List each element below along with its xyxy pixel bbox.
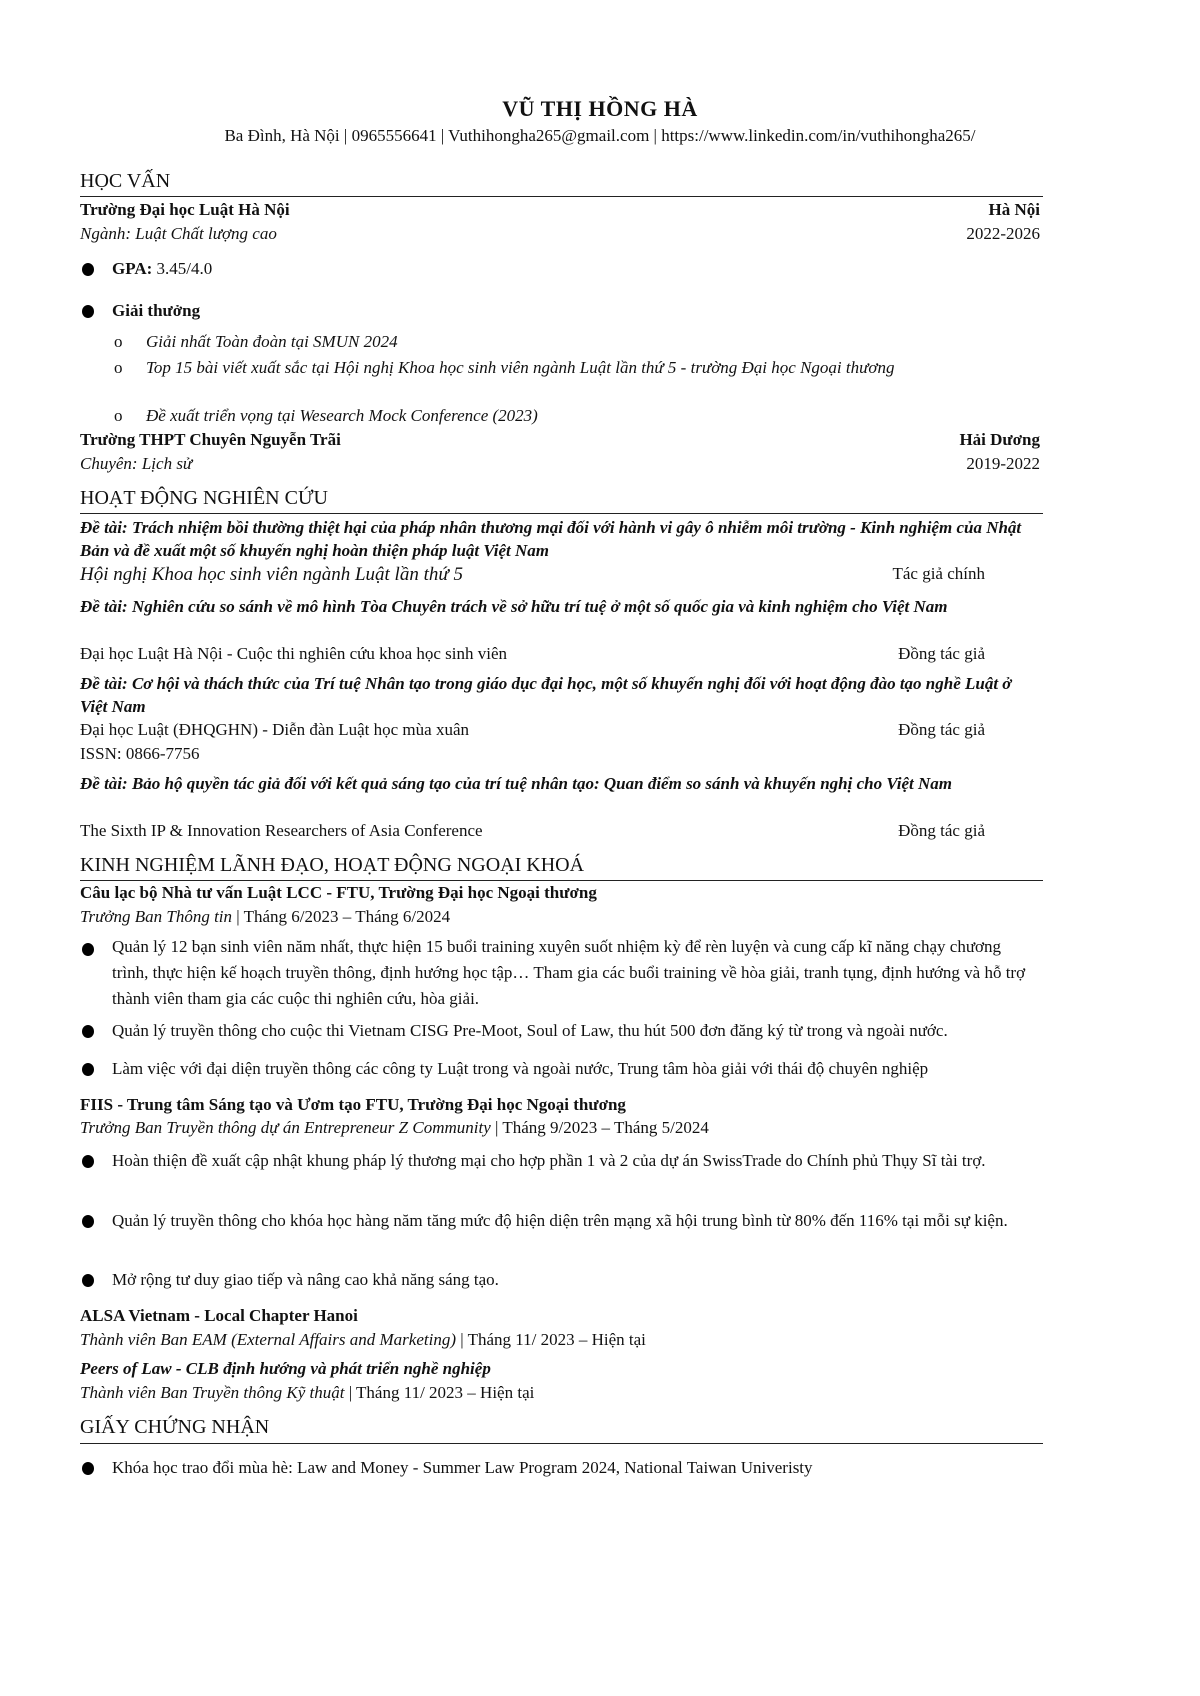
org-name: FIIS - Trung tâm Sáng tạo và Ươm tạo FTU, Trường Đại học Ngoại thương: [80, 1095, 626, 1114]
research-topic: [80, 672, 1040, 718]
section-title-certificates: GIẤY CHỨNG NHẬN: [80, 1416, 270, 1438]
bullet-item: Mở rộng tư duy giao tiếp và nâng cao khả năng sáng tạo.: [80, 1265, 1040, 1295]
bullet-item: Quản lý 12 bạn sinh viên năm nhất, thực hiện 15 buổi training xuyên suốt nhiệm kỳ để rèn luyện và cung cấp kĩ năng chạy chương trình, thực hiện kế hoạch truyền thông, định hướng học tập… Tham gia các buổi training về hòa giải, tranh tụng, định hướng và hỗ trợ thành viên tham gia các cuộc thi nghiên cứu, hòa giải.: [80, 934, 1040, 1012]
org-role: Trưởng Ban Truyền thông dự án Entrepreneur Z Community: [80, 1118, 491, 1137]
research-venue: Hội nghị Khoa học sinh viên ngành Luật lần thứ 5: [80, 564, 463, 585]
school-years: 2019-2022: [966, 454, 1040, 473]
org-role: Thành viên Ban Truyền thông Kỹ thuật: [80, 1383, 349, 1402]
research-venue-row: [80, 644, 1040, 664]
award-item: o Top 15 bài viết xuất sắc tại Hội nghị Khoa học sinh viên ngành Luật lần thứ 5 - trường Đại học Ngoại thương: [114, 355, 1040, 380]
research-venue-row: [80, 564, 1040, 586]
org-period: | Tháng 9/2023 – Tháng 5/2024: [490, 1118, 709, 1137]
org-name: Câu lạc bộ Nhà tư vấn Luật LCC - FTU, Trường Đại học Ngoại thương: [80, 883, 597, 902]
school-row: [80, 430, 1040, 450]
school-major: Chuyên: Lịch sử: [80, 454, 193, 473]
topic-text: Bảo hộ quyền tác giả đối với kết quả sáng tạo của trí tuệ nhân tạo: Quan điểm so sánh và khuyến nghị cho Việt Nam: [131, 774, 952, 793]
research-role: Đồng tác giả: [898, 644, 985, 663]
research-venue: Đại học Luật (ĐHQGHN) - Diễn đàn Luật học mùa xuân: [80, 720, 469, 739]
research-role: Đồng tác giả: [898, 720, 985, 739]
research-issn: ISSN: 0866-7756: [80, 744, 200, 763]
org-name: ALSA Vietnam - Local Chapter Hanoi: [80, 1306, 358, 1325]
topic-label: Đề tài:: [80, 518, 132, 537]
divider: [80, 880, 1043, 881]
research-venue-row: [80, 821, 1040, 841]
research-role: Tác giả chính: [892, 564, 985, 583]
topic-text: Nghiên cứu so sánh về mô hình Tòa Chuyên trách về sở hữu trí tuệ ở một số quốc gia và kinh nghiệm cho Việt Nam: [131, 597, 948, 616]
awards-heading: Giải thưởng: [80, 296, 1040, 326]
org-period: | Tháng 6/2023 – Tháng 6/2024: [232, 907, 451, 926]
bullet-item: Hoàn thiện đề xuất cập nhật khung pháp lý thương mại cho hợp phần 1 và 2 của dự án SwissTrade do Chính phủ Thụy Sĩ tài trợ.: [80, 1146, 1040, 1176]
divider: [80, 513, 1043, 514]
contact-line: Ba Đình, Hà Nội | 0965556641 | Vuthihongha265@gmail.com | https://www.linkedin.com/in/vuthihongha265/: [224, 126, 976, 145]
research-topic: [80, 516, 1040, 562]
org-role-row: [80, 1383, 1040, 1403]
school-major-row: [80, 224, 1040, 244]
org-role-row: [80, 1330, 1040, 1350]
certificate-item: Khóa học trao đổi mùa hè: Law and Money - Summer Law Program 2024, National Taiwan Univeristy: [80, 1453, 1040, 1483]
school-major-row: [80, 454, 1040, 474]
divider: [80, 196, 1043, 197]
org-period: | Tháng 11/ 2023 – Hiện tại: [348, 1383, 535, 1402]
topic-label: Đề tài:: [80, 774, 132, 793]
org-role-row: [80, 907, 1040, 927]
award-item: o Giải nhất Toàn đoàn tại SMUN 2024: [114, 329, 1040, 354]
section-title-research: HOẠT ĐỘNG NGHIÊN CỨU: [80, 487, 328, 509]
gpa-item: [80, 254, 1040, 284]
school-location: Hải Dương: [959, 430, 1040, 449]
section-title-leadership: KINH NGHIỆM LÃNH ĐẠO, HOẠT ĐỘNG NGOẠI KHOÁ: [80, 854, 585, 876]
bullet-item: Quản lý truyền thông cho khóa học hàng năm tăng mức độ hiện diện trên mạng xã hội trung bình từ 80% đến 116% tại mỗi sự kiện.: [80, 1206, 1040, 1236]
org-role: Trưởng Ban Thông tin: [80, 907, 233, 926]
gpa-value: 3.45/4.0: [152, 259, 213, 278]
section-title-education: HỌC VẤN: [80, 170, 171, 192]
bullet-item: Làm việc với đại diện truyền thông các công ty Luật trong và ngoài nước, Trung tâm hòa giải với thái độ chuyên nghiệp: [80, 1054, 1040, 1084]
org-period: | Tháng 11/ 2023 – Hiện tại: [455, 1330, 646, 1349]
school-name: [80, 200, 1040, 220]
gpa-label: GPA:: [112, 259, 153, 278]
org-role-row: [80, 1118, 1040, 1138]
topic-label: Đề tài:: [80, 674, 132, 693]
school-major: Ngành: Luật Chất lượng cao: [80, 224, 277, 243]
topic-text: Cơ hội và thách thức của Trí tuệ Nhân tạo trong giáo dục đại học, một số khuyến nghị đối với hoạt động đào tạo nghề Luật ở Việt Nam: [80, 674, 1012, 716]
divider: [80, 1443, 1043, 1444]
research-venue-row: [80, 720, 1040, 740]
school-years: 2022-2026: [966, 224, 1040, 243]
school-name-text: Trường THPT Chuyên Nguyễn Trãi: [80, 430, 341, 449]
school-name-text: Trường Đại học Luật Hà Nội: [80, 200, 290, 219]
org-name: Peers of Law - CLB định hướng và phát triển nghề nghiệp: [80, 1359, 491, 1378]
school-location: Hà Nội: [988, 200, 1040, 219]
research-venue: The Sixth IP & Innovation Researchers of Asia Conference: [80, 821, 483, 840]
topic-text: Trách nhiệm bồi thường thiệt hại của pháp nhân thương mại đối với hành vi gây ô nhiễm môi trường - Kinh nghiệm của Nhật Bản và đề xuất một số khuyến nghị hoàn thiện pháp luật Việt Nam: [80, 518, 1022, 560]
candidate-name: VŨ THỊ HỒNG HÀ: [502, 96, 698, 121]
bullet-item: Quản lý truyền thông cho cuộc thi Vietnam CISG Pre-Moot, Soul of Law, thu hút 500 đơn đăng ký từ trong và ngoài nước.: [80, 1016, 1040, 1046]
research-venue: Đại học Luật Hà Nội - Cuộc thi nghiên cứu khoa học sinh viên: [80, 644, 508, 663]
award-item: o Đề xuất triển vọng tại Wesearch Mock Conference (2023): [114, 403, 1040, 428]
org-role: Thành viên Ban EAM (External Affairs and Marketing): [80, 1330, 456, 1349]
research-role: Đồng tác giả: [898, 821, 985, 840]
topic-label: Đề tài:: [80, 597, 132, 616]
research-topic: [80, 772, 1040, 795]
research-topic: [80, 595, 1040, 618]
